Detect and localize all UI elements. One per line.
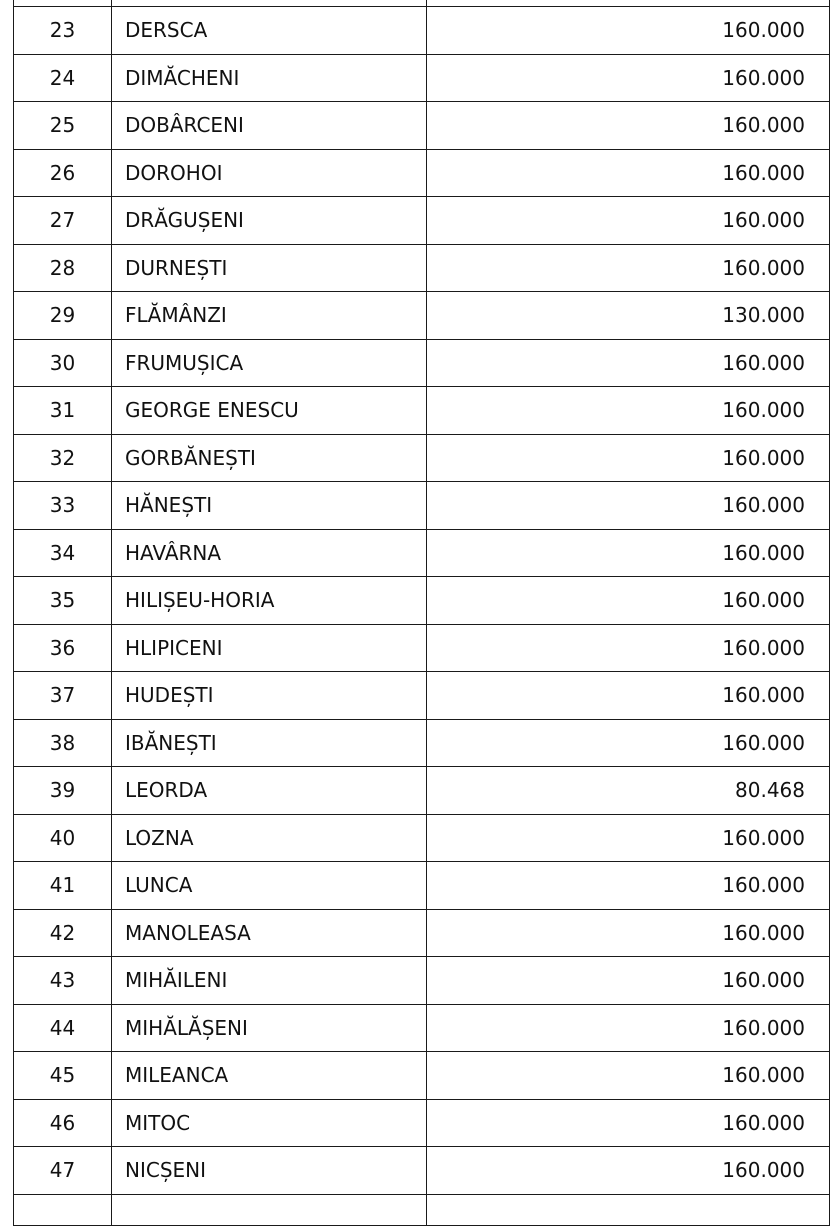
name-cell: IBĂNEȘTI: [112, 719, 427, 767]
name-cell: MIHĂLĂȘENI: [112, 1004, 427, 1052]
amount-cell: 160.000: [427, 624, 830, 672]
table-row: [14, 672, 830, 720]
index-cell: 39: [14, 767, 112, 815]
index-cell: 46: [14, 1099, 112, 1147]
amount-cell: 160.000: [427, 957, 830, 1005]
name-cell: GORBĂNEȘTI: [112, 434, 427, 482]
table-row-partial-bottom: [14, 1194, 830, 1225]
index-cell: 28: [14, 244, 112, 292]
amount-cell: 160.000: [427, 1052, 830, 1100]
allocation-table: [13, 0, 830, 1226]
index-cell: 44: [14, 1004, 112, 1052]
table-row: [14, 197, 830, 245]
name-cell: GEORGE ENESCU: [112, 387, 427, 435]
name-cell: DERSCA: [112, 7, 427, 55]
name-cell: [112, 1194, 427, 1225]
index-cell: 23: [14, 7, 112, 55]
name-cell: DOBÂRCENI: [112, 102, 427, 150]
table-row: [14, 1147, 830, 1195]
index-cell: 33: [14, 482, 112, 530]
index-cell: 43: [14, 957, 112, 1005]
name-cell: HĂNEȘTI: [112, 482, 427, 530]
name-cell: LOZNA: [112, 814, 427, 862]
index-cell: [14, 1194, 112, 1225]
index-cell: 37: [14, 672, 112, 720]
index-cell: 27: [14, 197, 112, 245]
table-row: [14, 719, 830, 767]
name-cell: DOROHOI: [112, 149, 427, 197]
table-row: [14, 1099, 830, 1147]
index-cell: 42: [14, 909, 112, 957]
amount-cell: 160.000: [427, 1147, 830, 1195]
name-cell: DRĂGUȘENI: [112, 197, 427, 245]
table-row: [14, 292, 830, 340]
amount-cell: 160.000: [427, 577, 830, 625]
amount-cell: 160.000: [427, 909, 830, 957]
amount-cell: 160.000: [427, 1004, 830, 1052]
name-cell: MILEANCA: [112, 1052, 427, 1100]
table-row: [14, 529, 830, 577]
index-cell: 40: [14, 814, 112, 862]
index-cell: 35: [14, 577, 112, 625]
table-row: [14, 814, 830, 862]
table-row: [14, 909, 830, 957]
amount-cell: 160.000: [427, 102, 830, 150]
amount-cell: 160.000: [427, 719, 830, 767]
index-cell: 31: [14, 387, 112, 435]
table-row: [14, 862, 830, 910]
amount-cell: 80.468: [427, 767, 830, 815]
index-cell: 36: [14, 624, 112, 672]
table-row: [14, 387, 830, 435]
table-row: [14, 577, 830, 625]
table-row: [14, 1052, 830, 1100]
name-cell: LEORDA: [112, 767, 427, 815]
amount-cell: 160.000: [427, 7, 830, 55]
index-cell: 38: [14, 719, 112, 767]
name-cell: MITOC: [112, 1099, 427, 1147]
index-cell: 26: [14, 149, 112, 197]
name-cell: HLIPICENI: [112, 624, 427, 672]
amount-cell: [427, 1194, 830, 1225]
amount-cell: 160.000: [427, 1099, 830, 1147]
amount-cell: 160.000: [427, 197, 830, 245]
name-cell: HAVÂRNA: [112, 529, 427, 577]
table-row: [14, 434, 830, 482]
table-row: [14, 54, 830, 102]
table-row: [14, 957, 830, 1005]
index-cell: 24: [14, 54, 112, 102]
name-cell: MANOLEASA: [112, 909, 427, 957]
amount-cell: 160.000: [427, 862, 830, 910]
amount-cell: 160.000: [427, 814, 830, 862]
index-cell: 41: [14, 862, 112, 910]
amount-cell: 160.000: [427, 339, 830, 387]
table-row: [14, 149, 830, 197]
table-row: [14, 624, 830, 672]
name-cell: FLĂMÂNZI: [112, 292, 427, 340]
index-cell: 45: [14, 1052, 112, 1100]
amount-cell: 160.000: [427, 149, 830, 197]
name-cell: HILIȘEU-HORIA: [112, 577, 427, 625]
amount-cell: 160.000: [427, 482, 830, 530]
table-row: [14, 102, 830, 150]
table-row: [14, 244, 830, 292]
amount-cell: 160.000: [427, 434, 830, 482]
table-body: [14, 0, 830, 1225]
index-cell: 32: [14, 434, 112, 482]
table-row: [14, 767, 830, 815]
amount-cell: 160.000: [427, 529, 830, 577]
amount-cell: 160.000: [427, 54, 830, 102]
amount-cell: 160.000: [427, 672, 830, 720]
name-cell: NICȘENI: [112, 1147, 427, 1195]
name-cell: HUDEȘTI: [112, 672, 427, 720]
index-cell: 29: [14, 292, 112, 340]
index-cell: 34: [14, 529, 112, 577]
name-cell: DURNEȘTI: [112, 244, 427, 292]
name-cell: DIMĂCHENI: [112, 54, 427, 102]
index-cell: 30: [14, 339, 112, 387]
amount-cell: 160.000: [427, 387, 830, 435]
table-row: [14, 482, 830, 530]
table-row: [14, 7, 830, 55]
index-cell: 47: [14, 1147, 112, 1195]
table-row: [14, 1004, 830, 1052]
table-row: [14, 339, 830, 387]
name-cell: FRUMUȘICA: [112, 339, 427, 387]
name-cell: MIHĂILENI: [112, 957, 427, 1005]
index-cell: 25: [14, 102, 112, 150]
amount-cell: 160.000: [427, 244, 830, 292]
amount-cell: 130.000: [427, 292, 830, 340]
name-cell: LUNCA: [112, 862, 427, 910]
